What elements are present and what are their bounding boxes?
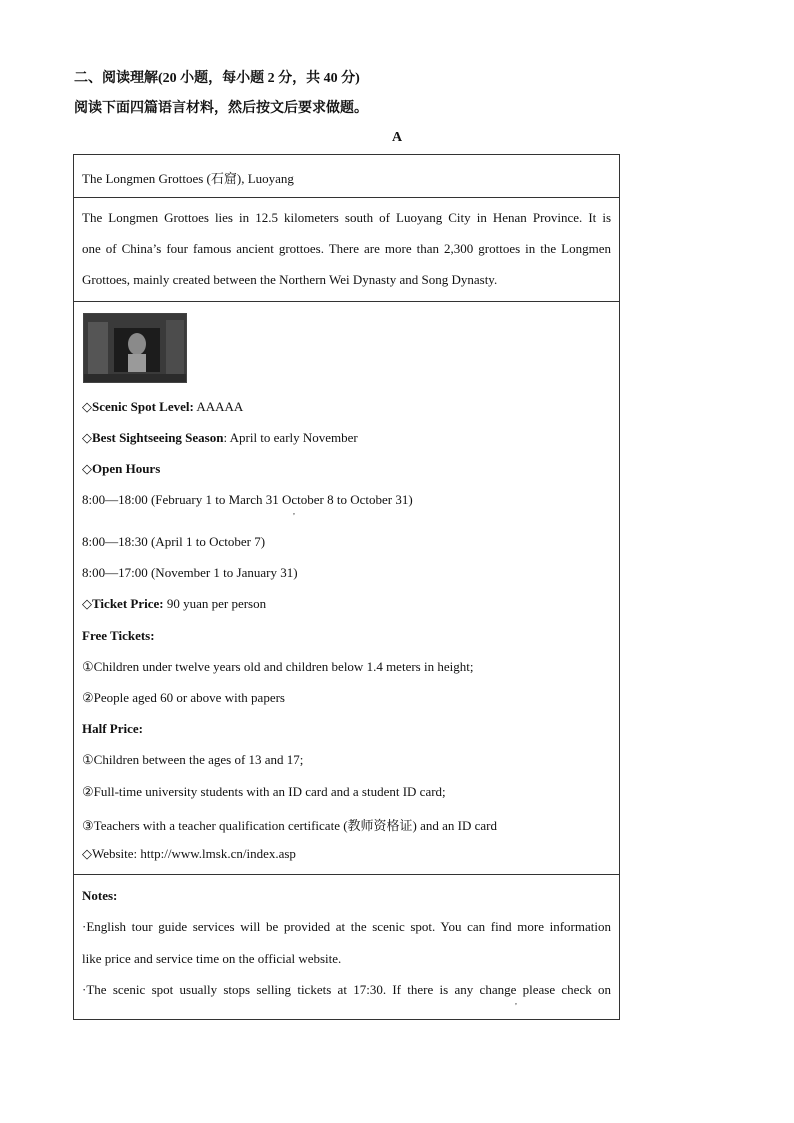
intro-line: Grottoes, mainly created between the Northern Wei Dynasty and Song Dynasty. bbox=[82, 272, 498, 287]
half-item: ①Children between the ages of 13 and 17; bbox=[82, 752, 304, 767]
comma-mark: , bbox=[293, 507, 295, 516]
hours-line: 8:00—18:30 (April 1 to October 7) bbox=[82, 534, 266, 549]
half-item: ②Full-time university students with an ID card and a student ID card; bbox=[82, 784, 446, 799]
open-hours-label: ◇Open Hours bbox=[82, 461, 161, 476]
card-title: The Longmen Grottoes (石窟), Luoyang bbox=[82, 171, 294, 186]
passage-letter: A bbox=[391, 130, 403, 145]
half-item: ③Teachers with a teacher qualification certificate (教师资格证) and an ID card bbox=[82, 818, 497, 833]
note-line: like price and service time on the official website. bbox=[82, 951, 342, 966]
scenic-level: ◇Scenic Spot Level: AAAAA bbox=[82, 399, 244, 414]
title-row bbox=[74, 155, 619, 198]
hours-line: 8:00—17:00 (November 1 to January 31) bbox=[82, 565, 298, 580]
best-season: ◇Best Sightseeing Season: April to early November bbox=[82, 430, 358, 445]
hours-line: 8:00—18:00 (February 1 to March 31 October 8 to October 31) bbox=[82, 492, 413, 507]
note-line: ·English tour guide services will be provided at the scenic spot. You can find more information bbox=[82, 919, 611, 934]
instruction: 阅读下面四篇语言材料，然后按文后要求做题。 bbox=[74, 101, 368, 116]
comma-mark: , bbox=[515, 997, 517, 1006]
free-tickets-label: Free Tickets: bbox=[82, 628, 155, 643]
free-item: ①Children under twelve years old and children below 1.4 meters in height; bbox=[82, 659, 474, 674]
ticket-price: ◇Ticket Price: 90 yuan per person bbox=[82, 596, 267, 611]
section-heading: 二、阅读理解(20 小题，每小题 2 分，共 40 分) bbox=[74, 71, 360, 86]
half-price-label: Half Price: bbox=[82, 721, 143, 736]
note-line: ·The scenic spot usually stops selling tickets at 17:30. If there is any change please check on bbox=[82, 982, 611, 997]
website: ◇Website: http://www.lmsk.cn/index.asp bbox=[82, 846, 296, 861]
details-row bbox=[74, 302, 619, 875]
intro-row bbox=[74, 198, 619, 302]
free-item: ②People aged 60 or above with papers bbox=[82, 690, 285, 705]
intro-line: The Longmen Grottoes lies in 12.5 kilometers south of Luoyang City in Henan Province. It is bbox=[82, 210, 611, 225]
intro-line: one of China’s four famous ancient grottoes. There are more than 2,300 grottoes in the Longmen bbox=[82, 241, 611, 256]
info-card bbox=[73, 154, 620, 1020]
notes-label: Notes: bbox=[82, 888, 118, 903]
